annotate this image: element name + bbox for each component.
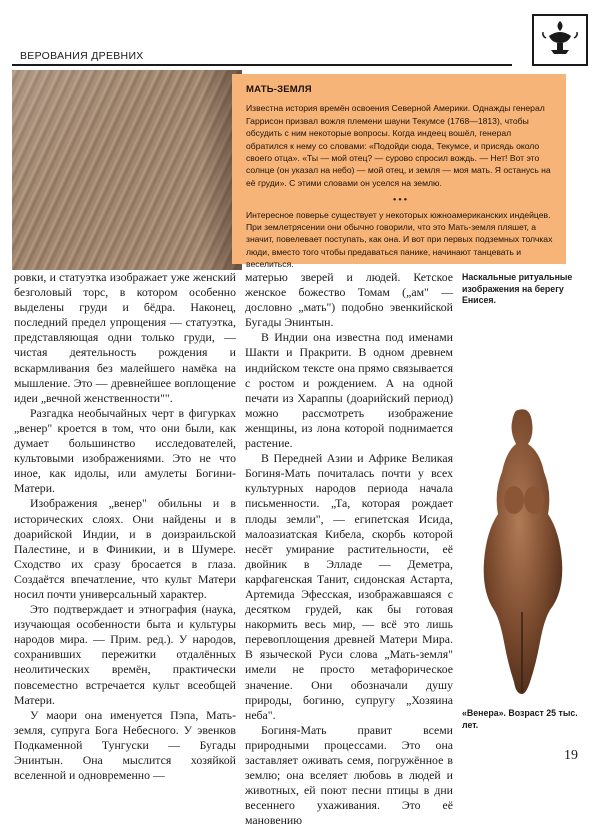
oil-lamp-icon [532, 14, 588, 66]
sidebar-separator: • • • [393, 194, 407, 205]
paragraph: Богиня-Мать правит всеми природными процессами. Это она заставляет оживать семя, погружённое в землю; она вселяет любовь в людей и животных, ей поют песни птицы в дни весеннего ухаживания. Это её мановению [245, 722, 453, 828]
rock-art-caption: Наскальные ритуальные изображения на берегу Енисея. [462, 272, 573, 305]
sidebar-paragraph: Интересное поверье существует у некоторых южноамериканских индейцев. При землетрясении они обычно говорили, что это Мать-земля пляшет, а значит, повелевает поступать, как она. И вот при первых подземных толчках люди, вместо того чтобы предаваться панике, начинают танцевать и веселиться. [246, 209, 553, 270]
venus-figurine-photo [478, 402, 568, 702]
paragraph: Разгадка необычайных черт в фигурках „венер" кроется в том, что они были, как думает большинство исследователей, культовыми изображениями. Это не что иное, как идолы, или амулеты Богини-Матери. [14, 405, 236, 496]
sidebar-paragraph: Известна история времён освоения Северной Америки. Однажды генерал Гаррисон призвал вожля племени шауни Текумсе (1768—1813), чтобы обсудить с ним некоторые вопросы. Когда индеец вошёл, генерал обратился к нему со словами: «Подойди сюда, Текумсе, и присядь около своего отца». «Ты — мой отец? — сурово спросил вождь. — Нет! Вот это солнце (он указал на небо) — мой отец, и земля — моя мать. Я останусь на её груди». С этими словами он уселся на землю. [246, 103, 551, 188]
venus-caption: «Венера». Возраст 25 тыс. лет. [462, 708, 578, 730]
paragraph: Изображения „венер" обильны и в исторических слоях. Они найдены и в доарийской Индии, и в доизраильской Палестине, и в Финикии, и в Шумере. Сходство их сразу бросается в глаза. Создаётся впечатление, что культ Матери носил почти универсальный характер. [14, 496, 236, 601]
paragraph: ровки, и статуэтка изображает уже женский безголовый торс, в котором особенно выделены груди и бёдра. Наконец, последний предел упрощения — статуэтка, представляющая одни только груди, — чистая деятельность рождения и вскармливания без малейшего намёка на мышление. Это — древнейшее воплощение идеи „вечной женственности"". [14, 270, 236, 405]
sidebar-title: МАТЬ-ЗЕМЛЯ [246, 84, 312, 95]
rock-art-photo [12, 70, 242, 270]
paragraph: В Передней Азии и Африке Великая Богиня-Мать почиталась почти у всех культурных народов периода начала письменности. „Та, которая рождает плоды земли", — египетская Исида, малоазиатская Кибела, скорбь которой несёт умирание растительности, её двойник в Элладе — Деметра, карфагенская Танит, сидонская Астарта, Артемида Эфесская, изображавшаяся с десятком грудей, как бы готовая накормить весь мир, — всё это лишь перевоплощения древней Матери Мира. В языческой Руси слова „Мать-земля" имели не просто метафорическое значение. Они обозначали душу природы, богиню, супругу „Хозяина неба". [245, 451, 453, 722]
page-number: 19 [564, 748, 578, 763]
left-column [14, 270, 236, 783]
middle-column [245, 270, 453, 828]
paragraph: матерью зверей и людей. Кетское женское божество Томам („ам" — дословно „мать") подобно эвенкийской Бугады Энинтын. [245, 270, 453, 330]
page-header [12, 14, 588, 66]
paragraph: В Индии она известна под именами Шакти и Пракрити. В одном древнем индийском тексте она прямо связывается с ростом и рождением. А на одной печати из Хараппы (доарийский период) можно рассмотреть изображение женщины, из лона которой поднимается растение. [245, 330, 453, 451]
header-rule [12, 64, 512, 66]
section-title: ВЕРОВАНИЯ ДРЕВНИХ [20, 50, 144, 62]
sidebar-box [232, 74, 566, 270]
paragraph: Это подтверждает и этнография (наука, изучающая особенности быта и культуры народов мира. — Прим. ред.). У народов, сохранивших пережитки отдалённых неолитических времён, практически повсеместно встречается культ всеобщей Матери. [14, 602, 236, 707]
paragraph: У маори она именуется Пэпа, Мать-земля, супруга Бога Небесного. У эвенков Подкаменной Тунгуски — Бугады Энинтын. Она мыслится хозяйкой вселенной и одновременно — [14, 707, 236, 783]
